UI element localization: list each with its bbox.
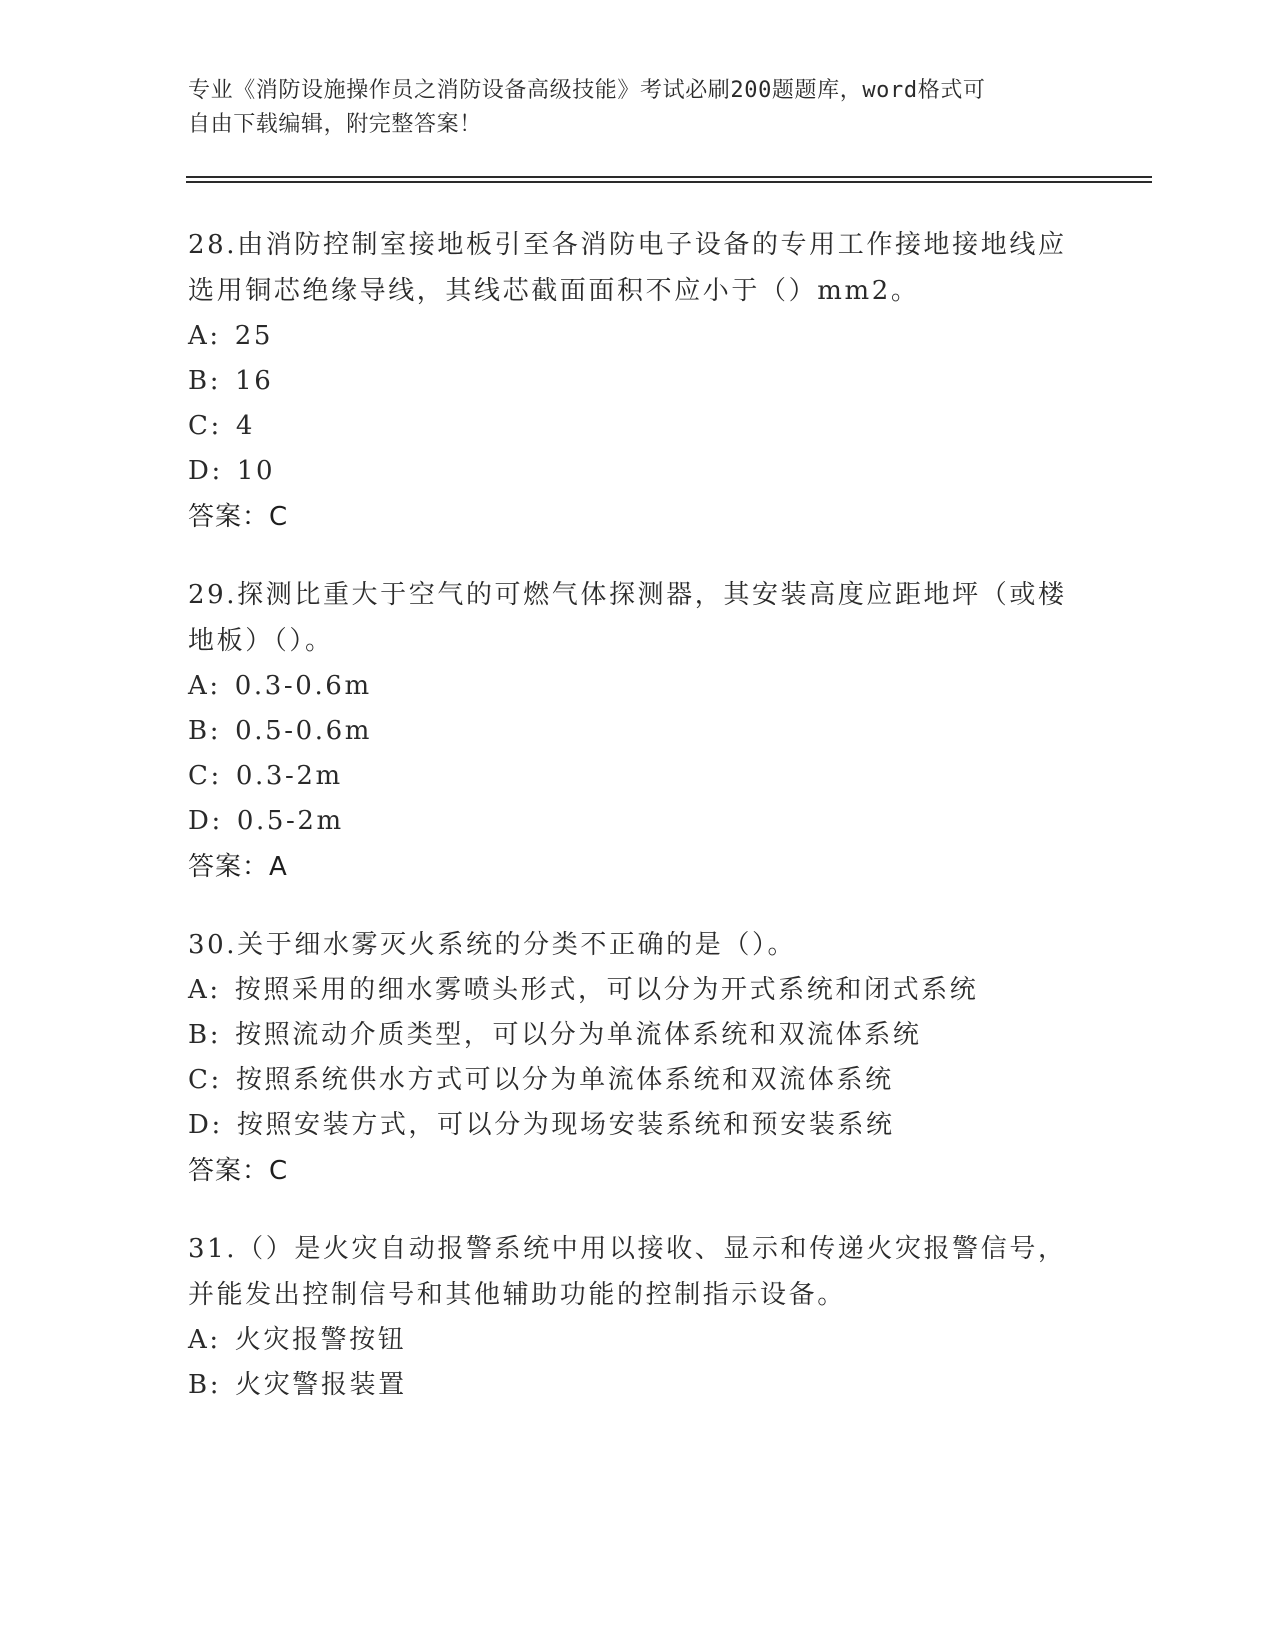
option-key: B (188, 1020, 210, 1050)
option-key: C (188, 411, 211, 441)
question-29 (188, 572, 1088, 890)
option-c: C: 0.3-2m (188, 761, 343, 791)
option-key: C (188, 761, 211, 791)
option-key: D (188, 1110, 212, 1140)
option-key: B (188, 366, 210, 396)
option-key: A (188, 671, 210, 701)
question-stem-line: 29.探测比重大于空气的可燃气体探测器，其安装高度应距地坪（或楼 (188, 580, 1067, 610)
option-key: A (188, 321, 210, 351)
answer-line: 答案：C (188, 1156, 289, 1186)
option-text: 0.5-0.6m (235, 716, 373, 746)
question-stem-line: 30.关于细水雾灭火系统的分类不正确的是（）。 (188, 930, 797, 960)
option-d: D: 0.5-2m (188, 806, 344, 836)
header-divider-top (186, 176, 1152, 178)
option-key: A (188, 1325, 210, 1355)
option-a: A: 0.3-0.6m (188, 671, 372, 701)
option-text: 按照流动介质类型，可以分为单流体系统和双流体系统 (235, 1020, 922, 1050)
option-text: 4 (235, 411, 256, 441)
option-key: B (188, 1370, 210, 1400)
answer-line: 答案：A (188, 852, 288, 882)
header-line-1: 专业《消防设施操作员之消防设备高级技能》考试必刷200题题库，word格式可 (188, 78, 986, 103)
option-b: B: 按照流动介质类型，可以分为单流体系统和双流体系统 (188, 1020, 922, 1050)
document-header (188, 74, 1088, 142)
question-31 (188, 1226, 1088, 1408)
option-a: A: 按照采用的细水雾喷头形式，可以分为开式系统和闭式系统 (188, 975, 979, 1005)
option-text: 25 (234, 321, 274, 351)
question-30 (188, 922, 1088, 1194)
header-divider-bottom (186, 181, 1152, 183)
option-text: 10 (236, 456, 276, 486)
question-stem-line: 选用铜芯绝缘导线，其线芯截面面积不应小于（）mm2。 (188, 276, 920, 306)
option-d: D: 10 (188, 456, 276, 486)
option-b: B: 16 (188, 366, 274, 396)
answer-line: 答案：C (188, 502, 289, 532)
option-text: 16 (235, 366, 274, 396)
option-text: 按照系统供水方式可以分为单流体系统和双流体系统 (235, 1065, 894, 1095)
question-stem-line: 地板）（）。 (188, 626, 334, 656)
option-a: A: 火灾报警按钮 (188, 1325, 407, 1355)
option-key: D (188, 456, 212, 486)
option-key: B (188, 716, 210, 746)
option-text: 按照安装方式，可以分为现场安装系统和预安装系统 (236, 1110, 895, 1140)
question-stem-line: 28.由消防控制室接地板引至各消防电子设备的专用工作接地接地线应 (188, 230, 1067, 260)
option-a: A: 25 (188, 321, 274, 351)
option-key: A (188, 975, 210, 1005)
option-c: C: 按照系统供水方式可以分为单流体系统和双流体系统 (188, 1065, 894, 1095)
option-text: 火灾报警按钮 (234, 1325, 407, 1355)
option-text: 0.5-2m (236, 806, 344, 836)
option-b: B: 0.5-0.6m (188, 716, 373, 746)
question-stem-line: 31.（）是火灾自动报警系统中用以接收、显示和传递火灾报警信号， (188, 1234, 1067, 1264)
option-key: D (188, 806, 212, 836)
question-28 (188, 222, 1088, 540)
question-stem-line: 并能发出控制信号和其他辅助功能的控制指示设备。 (188, 1280, 846, 1310)
option-key: C (188, 1065, 211, 1095)
option-text: 火灾警报装置 (235, 1370, 407, 1400)
option-c: C: 4 (188, 411, 256, 441)
option-text: 0.3-0.6m (234, 671, 372, 701)
option-text: 0.3-2m (235, 761, 343, 791)
option-text: 按照采用的细水雾喷头形式，可以分为开式系统和闭式系统 (234, 975, 979, 1005)
option-d: D: 按照安装方式，可以分为现场安装系统和预安装系统 (188, 1110, 895, 1140)
option-b: B: 火灾警报装置 (188, 1370, 407, 1400)
header-line-2: 自由下载编辑，附完整答案！ (188, 112, 482, 137)
